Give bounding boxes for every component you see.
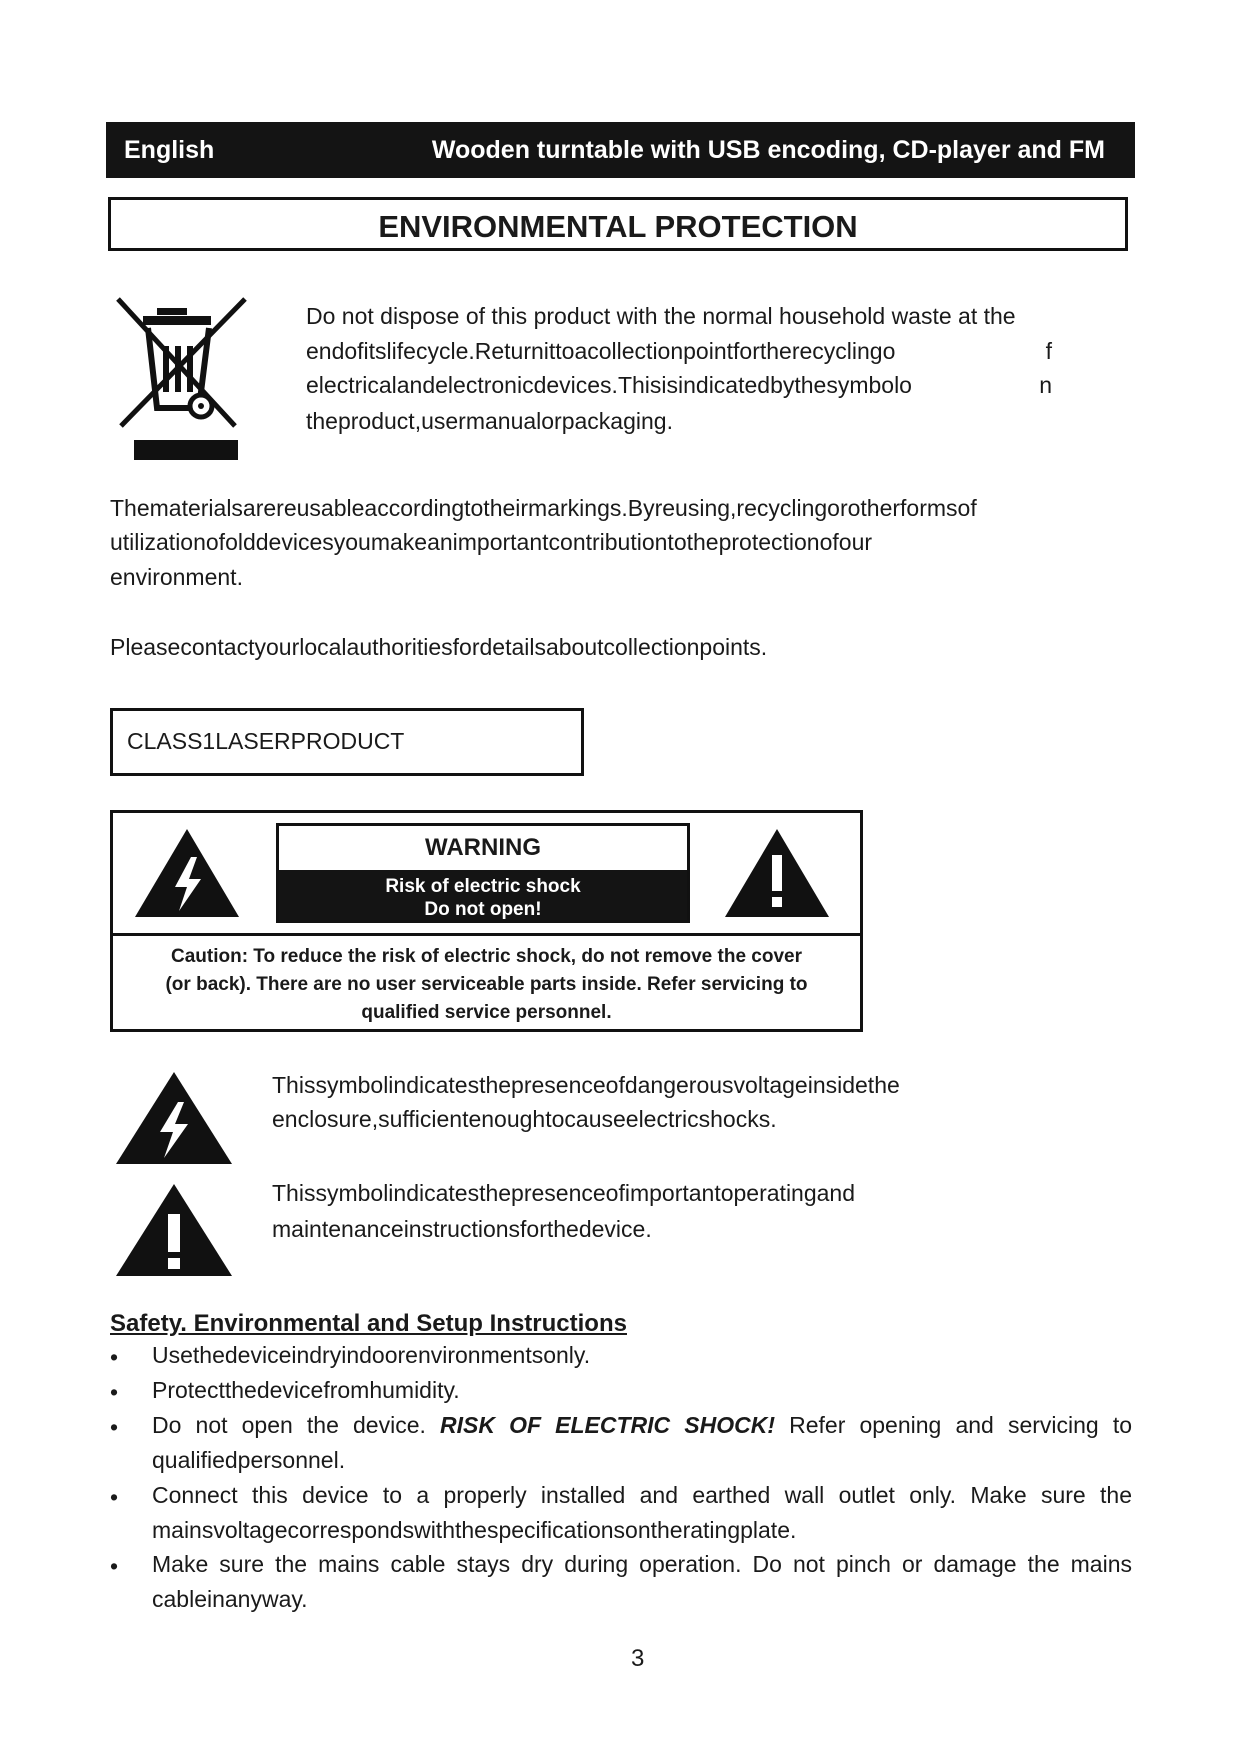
page-number: 3 <box>631 1645 645 1672</box>
laser-class-label: CLASS1LASERPRODUCT <box>110 708 584 776</box>
bullet-4: • <box>110 1484 119 1510</box>
instructions-symbol-line-2: maintenanceinstructionsforthedevice. <box>272 1216 652 1242</box>
electric-shock-warning-icon <box>131 825 243 921</box>
safety-item-5: Make sure the mains cable stays dry during operation. Do not pinch or damage the mains cableinanyway. <box>152 1551 1132 1612</box>
disposal-line-4: theproduct,usermanualorpackaging. <box>306 408 673 434</box>
warning-risk-text: Risk of electric shock <box>385 876 581 897</box>
warning-title: WARNING <box>279 826 687 870</box>
contact-authorities-text: Pleasecontactyourlocalauthoritiesfordetailsaboutcollectionpoints. <box>110 634 768 660</box>
safety-item-3: Do not open the device. RISK OF ELECTRIC SHOCK! Refer opening and servicing to qualifiedpersonnel. <box>152 1412 1132 1473</box>
safety-item-4: Connect this device to a properly installed and earthed wall outlet only. Make sure the mainsvoltagecorrespondswiththespecificationsontheratingplate. <box>152 1482 1132 1543</box>
voltage-symbol-line-2: enclosure,sufficientenoughtocauseelectricshocks. <box>272 1106 777 1132</box>
instructions-symbol-line-1: Thissymbolindicatesthepresenceofimportantoperatingand <box>272 1180 856 1206</box>
bullet-2: • <box>110 1379 119 1405</box>
dangerous-voltage-icon <box>112 1068 236 1168</box>
safety-heading: Safety. Environmental and Setup Instructions <box>110 1310 627 1337</box>
header-product-title: Wooden turntable with USB encoding, CD-player and FM <box>431 136 1105 164</box>
warning-panel <box>110 810 863 1032</box>
warning-risk-block <box>279 870 687 920</box>
safety-item-2: Protectthedevicefromhumidity. <box>152 1377 460 1403</box>
materials-line-3: environment. <box>110 564 243 590</box>
disposal-line-2: endofitslifecycle.Returnittoacollectionpointfortherecyclingo f <box>306 338 1052 364</box>
bullet-5: • <box>110 1553 119 1579</box>
exclamation-warning-icon <box>721 825 833 921</box>
page-header <box>106 122 1135 178</box>
disposal-line-3: electricalandelectronicdevices.Thisisindicatedbythesymbolo n <box>306 372 1052 398</box>
warning-divider <box>113 933 860 936</box>
caution-text: Caution: To reduce the risk of electric shock, do not remove the cover (or back). There are no user serviceable parts inside. Refer servicing to qualified service personnel. <box>165 946 808 1023</box>
header-language: English <box>124 136 215 164</box>
materials-line-2: utilizationofolddevicesyoumakeanimportantcontributiontotheprotectionofour <box>110 529 873 555</box>
warning-do-not-open-text: Do not open! <box>424 899 542 920</box>
bullet-3: • <box>110 1414 119 1440</box>
voltage-symbol-line-1: Thissymbolindicatesthepresenceofdangerousvoltageinsidethe <box>272 1072 900 1098</box>
env-protection-title: ENVIRONMENTAL PROTECTION <box>108 197 1128 251</box>
materials-line-1: Thematerialsarereusableaccordingtotheirmarkings.Byreusing,recyclingorotherformsof <box>110 495 977 521</box>
disposal-line-1: Do not dispose of this product with the normal household waste at the <box>306 303 1016 329</box>
important-instructions-icon <box>112 1180 236 1280</box>
bullet-1: • <box>110 1344 119 1370</box>
weee-crossed-bin-icon <box>115 296 255 471</box>
safety-item-1: Usethedeviceindryindoorenvironmentsonly. <box>152 1342 591 1368</box>
warning-label-box <box>276 823 690 923</box>
